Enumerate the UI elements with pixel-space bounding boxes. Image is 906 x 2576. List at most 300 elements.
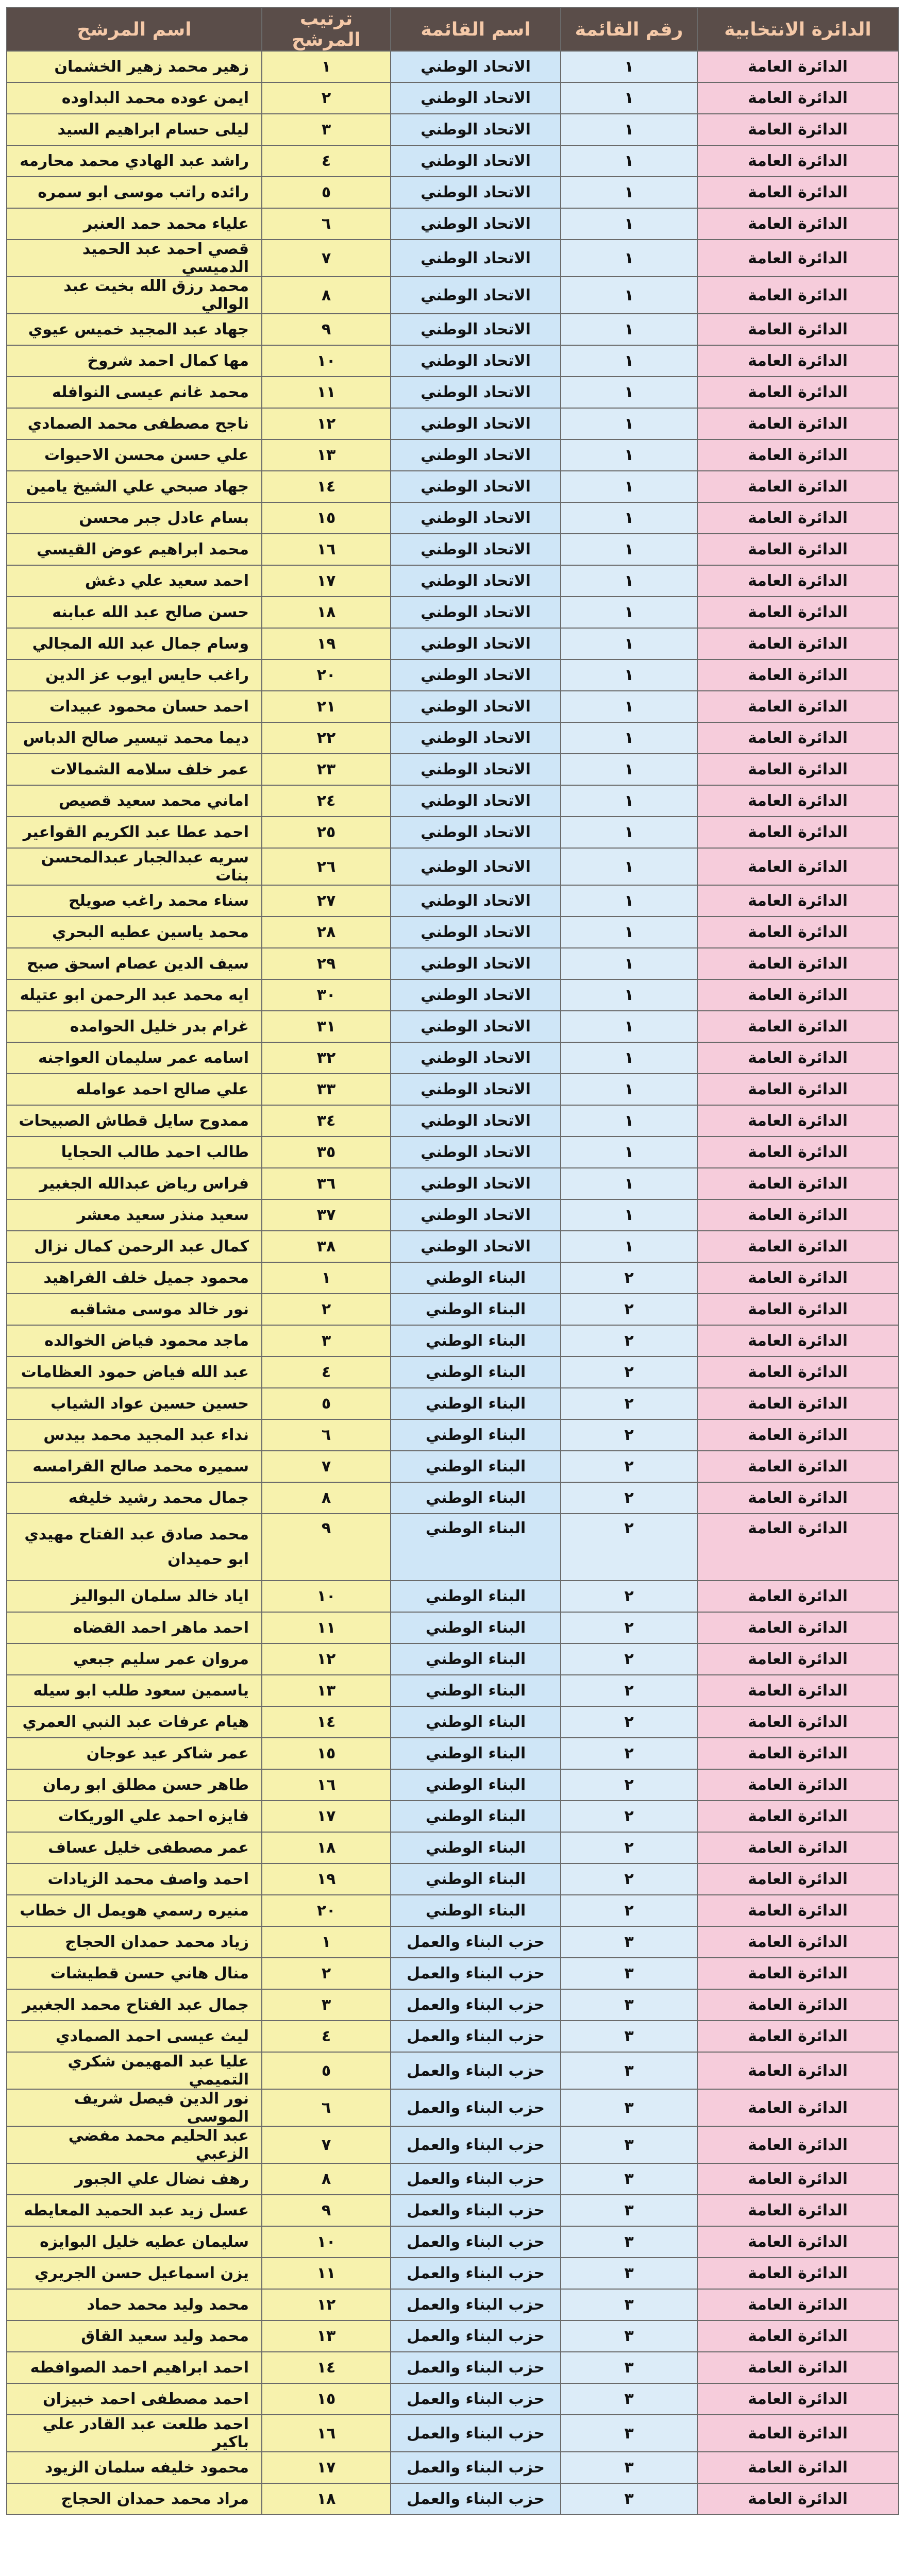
- cell-list-number: ١: [561, 277, 697, 314]
- cell-rank: ١٤: [262, 471, 391, 502]
- cell-candidate-name: سريه عبدالجبار عبدالمحسن بنات: [7, 848, 262, 885]
- cell-list-name: الاتحاد الوطني: [391, 439, 561, 471]
- cell-list-number: ٢: [561, 1581, 697, 1612]
- table-row: [7, 2226, 898, 2258]
- cell-list-number: ٢: [561, 1294, 697, 1325]
- table-row: [7, 1581, 898, 1612]
- cell-list-name: الاتحاد الوطني: [391, 628, 561, 659]
- cell-candidate-name: منال هاني حسن قطيشات: [7, 1958, 262, 1989]
- cell-candidate-name: عليا عبد المهيمن شكري التميمي: [7, 2052, 262, 2089]
- cell-candidate-name: ليلى حسام ابراهيم السيد: [7, 114, 262, 145]
- cell-rank: ١٤: [262, 2352, 391, 2383]
- cell-candidate-name: سعيد منذر سعيد معشر: [7, 1199, 262, 1231]
- table-row: [7, 1801, 898, 1832]
- cell-district: الدائرة العامة: [697, 1989, 898, 2021]
- cell-rank: ٣٢: [262, 1042, 391, 1074]
- cell-rank: ٢٠: [262, 659, 391, 691]
- cell-candidate-name: محمد وليد سعيد القاق: [7, 2320, 262, 2352]
- cell-list-name: البناء الوطني: [391, 1581, 561, 1612]
- cell-list-name: حزب البناء والعمل: [391, 2383, 561, 2415]
- cell-list-number: ٢: [561, 1482, 697, 1514]
- cell-candidate-name: جمال عبد الفتاح محمد الجغبير: [7, 1989, 262, 2021]
- cell-rank: ٤: [262, 145, 391, 177]
- cell-list-name: الاتحاد الوطني: [391, 1105, 561, 1137]
- cell-candidate-name: ايه محمد عبد الرحمن ابو عتيله: [7, 979, 262, 1011]
- cell-list-name: الاتحاد الوطني: [391, 377, 561, 408]
- cell-list-name: البناء الوطني: [391, 1738, 561, 1769]
- table-row: [7, 691, 898, 722]
- cell-district: الدائرة العامة: [697, 240, 898, 277]
- table-row: [7, 502, 898, 534]
- table-row: [7, 1863, 898, 1895]
- table-row: [7, 2258, 898, 2289]
- table-row: [7, 1958, 898, 1989]
- cell-rank: ١٧: [262, 2452, 391, 2483]
- cell-candidate-name: عسل زيد عبد الحميد المعايطه: [7, 2195, 262, 2226]
- cell-list-number: ٣: [561, 2052, 697, 2089]
- cell-rank: ١٩: [262, 628, 391, 659]
- cell-district: الدائرة العامة: [697, 2452, 898, 2483]
- cell-district: الدائرة العامة: [697, 948, 898, 979]
- table-row: [7, 1231, 898, 1262]
- cell-candidate-name: عبد الله فياض حمود العظامات: [7, 1357, 262, 1388]
- cell-list-name: البناء الوطني: [391, 1706, 561, 1738]
- cell-district: الدائرة العامة: [697, 177, 898, 208]
- table-row: [7, 848, 898, 885]
- cell-list-number: ١: [561, 785, 697, 817]
- cell-candidate-name: جهاد عبد المجيد خميس عيوي: [7, 314, 262, 345]
- cell-district: الدائرة العامة: [697, 817, 898, 848]
- cell-district: الدائرة العامة: [697, 1738, 898, 1769]
- table-row: [7, 240, 898, 277]
- cell-list-name: الاتحاد الوطني: [391, 785, 561, 817]
- cell-rank: ٢: [262, 1294, 391, 1325]
- cell-list-number: ٢: [561, 1832, 697, 1863]
- table-row: [7, 471, 898, 502]
- cell-rank: ٤: [262, 2021, 391, 2052]
- cell-district: الدائرة العامة: [697, 277, 898, 314]
- cell-candidate-name: سليمان عطيه خليل البوايزه: [7, 2226, 262, 2258]
- cell-list-number: ٣: [561, 2415, 697, 2452]
- cell-candidate-name: رهف نضال علي الجبور: [7, 2163, 262, 2195]
- cell-list-name: الاتحاد الوطني: [391, 408, 561, 439]
- cell-list-name: الاتحاد الوطني: [391, 177, 561, 208]
- table-row: [7, 2195, 898, 2226]
- table-row: [7, 1738, 898, 1769]
- cell-candidate-name: احمد واصف محمد الزيادات: [7, 1863, 262, 1895]
- cell-candidate-name: احمد ماهر احمد القضاه: [7, 1612, 262, 1643]
- cell-district: الدائرة العامة: [697, 1074, 898, 1105]
- table-row: [7, 1137, 898, 1168]
- cell-list-name: الاتحاد الوطني: [391, 659, 561, 691]
- cell-list-name: الاتحاد الوطني: [391, 1199, 561, 1231]
- cell-candidate-name: وسام جمال عبد الله المجالي: [7, 628, 262, 659]
- cell-rank: ٥: [262, 1388, 391, 1419]
- cell-list-name: الاتحاد الوطني: [391, 1042, 561, 1074]
- cell-candidate-name: ماجد محمود فياض الخوالده: [7, 1325, 262, 1357]
- cell-rank: ٧: [262, 2126, 391, 2163]
- cell-candidate-name: كمال عبد الرحمن كمال نزال: [7, 1231, 262, 1262]
- cell-candidate-name: قصي احمد عبد الحميد الدميسي: [7, 240, 262, 277]
- cell-candidate-name: ممدوح سايل قطاش الصبيحات: [7, 1105, 262, 1137]
- table-row: [7, 2383, 898, 2415]
- cell-candidate-name: احمد طلعت عبد القادر علي باكير: [7, 2415, 262, 2452]
- cell-list-number: ٣: [561, 2383, 697, 2415]
- cell-district: الدائرة العامة: [697, 1482, 898, 1514]
- cell-list-name: حزب البناء والعمل: [391, 2195, 561, 2226]
- cell-district: الدائرة العامة: [697, 502, 898, 534]
- cell-list-number: ٣: [561, 2089, 697, 2126]
- cell-list-name: البناء الوطني: [391, 1482, 561, 1514]
- cell-district: الدائرة العامة: [697, 82, 898, 114]
- table-row: [7, 785, 898, 817]
- cell-list-number: ٢: [561, 1388, 697, 1419]
- cell-list-number: ١: [561, 691, 697, 722]
- cell-list-number: ٢: [561, 1801, 697, 1832]
- cell-rank: ٢٩: [262, 948, 391, 979]
- cell-list-number: ٣: [561, 2126, 697, 2163]
- cell-rank: ٥: [262, 2052, 391, 2089]
- cell-list-name: حزب البناء والعمل: [391, 2052, 561, 2089]
- cell-rank: ٢: [262, 1958, 391, 1989]
- table-row: [7, 534, 898, 565]
- cell-rank: ٦: [262, 208, 391, 240]
- table-row: [7, 345, 898, 377]
- cell-list-number: ٢: [561, 1419, 697, 1451]
- table-row: [7, 1199, 898, 1231]
- cell-list-number: ١: [561, 1231, 697, 1262]
- cell-list-name: الاتحاد الوطني: [391, 948, 561, 979]
- cell-list-number: ١: [561, 1042, 697, 1074]
- table-row: [7, 1832, 898, 1863]
- table-row: [7, 1357, 898, 1388]
- cell-district: الدائرة العامة: [697, 885, 898, 917]
- cell-list-number: ١: [561, 534, 697, 565]
- cell-list-number: ١: [561, 145, 697, 177]
- table-row: [7, 1011, 898, 1042]
- cell-list-number: ٢: [561, 1357, 697, 1388]
- cell-list-name: البناء الوطني: [391, 1675, 561, 1706]
- table-row: [7, 2052, 898, 2089]
- cell-district: الدائرة العامة: [697, 471, 898, 502]
- cell-rank: ١٥: [262, 1738, 391, 1769]
- cell-district: الدائرة العامة: [697, 2383, 898, 2415]
- cell-district: الدائرة العامة: [697, 1958, 898, 1989]
- table-row: [7, 51, 898, 82]
- table-row: [7, 2415, 898, 2452]
- cell-list-name: حزب البناء والعمل: [391, 2415, 561, 2452]
- cell-list-name: الاتحاد الوطني: [391, 82, 561, 114]
- cell-rank: ١٨: [262, 597, 391, 628]
- header-list-number: رقم القائمة: [561, 8, 697, 51]
- cell-rank: ٢٣: [262, 754, 391, 785]
- cell-list-name: الاتحاد الوطني: [391, 240, 561, 277]
- cell-district: الدائرة العامة: [697, 1105, 898, 1137]
- cell-candidate-name: محمد ابراهيم عوض القيسي: [7, 534, 262, 565]
- cell-list-name: حزب البناء والعمل: [391, 2163, 561, 2195]
- cell-rank: ٢٠: [262, 1895, 391, 1926]
- header-district: الدائرة الانتخابية: [697, 8, 898, 51]
- cell-candidate-name: بسام عادل جبر محسن: [7, 502, 262, 534]
- cell-list-name: حزب البناء والعمل: [391, 2483, 561, 2515]
- table-row: [7, 659, 898, 691]
- cell-rank: ٣٠: [262, 979, 391, 1011]
- cell-district: الدائرة العامة: [697, 208, 898, 240]
- cell-list-name: الاتحاد الوطني: [391, 885, 561, 917]
- cell-list-name: البناء الوطني: [391, 1325, 561, 1357]
- cell-rank: ١٢: [262, 408, 391, 439]
- cell-candidate-name: منيره رسمي هويمل ال خطاب: [7, 1895, 262, 1926]
- cell-district: الدائرة العامة: [697, 1011, 898, 1042]
- cell-list-name: الاتحاد الوطني: [391, 754, 561, 785]
- table-header: [7, 8, 898, 51]
- cell-list-number: ٣: [561, 2021, 697, 2052]
- cell-rank: ٣٣: [262, 1074, 391, 1105]
- cell-list-name: حزب البناء والعمل: [391, 2452, 561, 2483]
- cell-candidate-name: رائده راتب موسى ابو سمره: [7, 177, 262, 208]
- cell-rank: ١: [262, 51, 391, 82]
- cell-district: الدائرة العامة: [697, 2258, 898, 2289]
- cell-candidate-name: جمال محمد رشيد خليفه: [7, 1482, 262, 1514]
- cell-list-number: ٢: [561, 1262, 697, 1294]
- cell-rank: ٩: [262, 1514, 391, 1581]
- header-row: [7, 8, 898, 51]
- cell-list-number: ٣: [561, 1926, 697, 1958]
- cell-list-name: البناء الوطني: [391, 1294, 561, 1325]
- cell-list-name: الاتحاد الوطني: [391, 1231, 561, 1262]
- cell-district: الدائرة العامة: [697, 439, 898, 471]
- cell-list-name: الاتحاد الوطني: [391, 345, 561, 377]
- cell-list-number: ٢: [561, 1612, 697, 1643]
- cell-district: الدائرة العامة: [697, 1419, 898, 1451]
- cell-district: الدائرة العامة: [697, 1168, 898, 1199]
- cell-list-name: حزب البناء والعمل: [391, 2320, 561, 2352]
- cell-district: الدائرة العامة: [697, 2163, 898, 2195]
- cell-list-name: الاتحاد الوطني: [391, 314, 561, 345]
- table-row: [7, 1042, 898, 1074]
- cell-list-number: ٣: [561, 2452, 697, 2483]
- table-row: [7, 1262, 898, 1294]
- cell-district: الدائرة العامة: [697, 2195, 898, 2226]
- cell-list-name: البناء الوطني: [391, 1801, 561, 1832]
- cell-candidate-name: محمد ياسين عطيه البحري: [7, 917, 262, 948]
- cell-candidate-name: مراد محمد حمدان الحجاج: [7, 2483, 262, 2515]
- header-candidate: اسم المرشح: [7, 8, 262, 51]
- cell-list-name: حزب البناء والعمل: [391, 2258, 561, 2289]
- cell-candidate-name: علي صالح احمد عوامله: [7, 1074, 262, 1105]
- cell-candidate-name: راشد عبد الهادي محمد محارمه: [7, 145, 262, 177]
- cell-rank: ٢: [262, 82, 391, 114]
- cell-district: الدائرة العامة: [697, 51, 898, 82]
- cell-list-number: ١: [561, 377, 697, 408]
- cell-list-name: حزب البناء والعمل: [391, 2289, 561, 2320]
- cell-list-name: الاتحاد الوطني: [391, 1011, 561, 1042]
- cell-district: الدائرة العامة: [697, 722, 898, 754]
- cell-candidate-name: عمر شاكر عيد عوجان: [7, 1738, 262, 1769]
- cell-rank: ١٨: [262, 1832, 391, 1863]
- cell-rank: ١٠: [262, 1581, 391, 1612]
- cell-list-number: ١: [561, 1168, 697, 1199]
- cell-list-name: الاتحاد الوطني: [391, 691, 561, 722]
- cell-rank: ١: [262, 1926, 391, 1958]
- cell-candidate-name: ناجح مصطفى محمد الصمادي: [7, 408, 262, 439]
- cell-district: الدائرة العامة: [697, 1294, 898, 1325]
- cell-district: الدائرة العامة: [697, 2021, 898, 2052]
- cell-district: الدائرة العامة: [697, 114, 898, 145]
- cell-candidate-name: طالب احمد طالب الحجايا: [7, 1137, 262, 1168]
- cell-list-name: حزب البناء والعمل: [391, 2021, 561, 2052]
- table-row: [7, 1482, 898, 1514]
- cell-list-number: ١: [561, 177, 697, 208]
- table-row: [7, 377, 898, 408]
- table-row: [7, 917, 898, 948]
- cell-district: الدائرة العامة: [697, 1325, 898, 1357]
- table-row: [7, 885, 898, 917]
- cell-district: الدائرة العامة: [697, 1262, 898, 1294]
- cell-candidate-name: اسامه عمر سليمان العواجنه: [7, 1042, 262, 1074]
- cell-district: الدائرة العامة: [697, 2352, 898, 2383]
- table-row: [7, 1643, 898, 1675]
- cell-list-number: ١: [561, 502, 697, 534]
- table-row: [7, 722, 898, 754]
- cell-list-number: ١: [561, 1199, 697, 1231]
- cell-list-number: ١: [561, 82, 697, 114]
- table-row: [7, 208, 898, 240]
- table-row: [7, 2021, 898, 2052]
- cell-list-number: ٣: [561, 2258, 697, 2289]
- cell-rank: ١١: [262, 377, 391, 408]
- cell-district: الدائرة العامة: [697, 754, 898, 785]
- cell-rank: ٤: [262, 1357, 391, 1388]
- cell-list-name: الاتحاد الوطني: [391, 917, 561, 948]
- cell-list-number: ٢: [561, 1895, 697, 1926]
- cell-district: الدائرة العامة: [697, 534, 898, 565]
- cell-rank: ١١: [262, 1612, 391, 1643]
- cell-district: الدائرة العامة: [697, 1832, 898, 1863]
- cell-list-number: ١: [561, 848, 697, 885]
- cell-rank: ١٢: [262, 2289, 391, 2320]
- cell-list-number: ٢: [561, 1706, 697, 1738]
- cell-district: الدائرة العامة: [697, 1801, 898, 1832]
- cell-candidate-name: عمر خلف سلامه الشمالات: [7, 754, 262, 785]
- cell-district: الدائرة العامة: [697, 1388, 898, 1419]
- cell-candidate-name: مها كمال احمد شروخ: [7, 345, 262, 377]
- cell-district: الدائرة العامة: [697, 1863, 898, 1895]
- cell-list-number: ٢: [561, 1451, 697, 1482]
- cell-rank: ١٠: [262, 345, 391, 377]
- cell-rank: ٥: [262, 177, 391, 208]
- cell-list-name: الاتحاد الوطني: [391, 208, 561, 240]
- table-row: [7, 1168, 898, 1199]
- table-row: [7, 277, 898, 314]
- cell-candidate-name: نور الدين فيصل شريف الموسى: [7, 2089, 262, 2126]
- cell-candidate-name: محمد غانم عيسى النوافله: [7, 377, 262, 408]
- cell-rank: ١٨: [262, 2483, 391, 2515]
- cell-list-name: الاتحاد الوطني: [391, 1168, 561, 1199]
- table-row: [7, 2289, 898, 2320]
- table-row: [7, 628, 898, 659]
- cell-list-name: الاتحاد الوطني: [391, 114, 561, 145]
- cell-list-number: ١: [561, 471, 697, 502]
- cell-candidate-name: حسين حسين عواد الشياب: [7, 1388, 262, 1419]
- cell-list-name: الاتحاد الوطني: [391, 1074, 561, 1105]
- cell-rank: ٣: [262, 1989, 391, 2021]
- cell-list-number: ٢: [561, 1325, 697, 1357]
- cell-district: الدائرة العامة: [697, 659, 898, 691]
- cell-district: الدائرة العامة: [697, 1643, 898, 1675]
- cell-candidate-name: محمد رزق الله بخيت عبد الوالي: [7, 277, 262, 314]
- cell-candidate-name: يزن اسماعيل حسن الجريري: [7, 2258, 262, 2289]
- cell-candidate-name: سيف الدين عصام اسحق صبح: [7, 948, 262, 979]
- cell-list-number: ١: [561, 722, 697, 754]
- cell-list-name: الاتحاد الوطني: [391, 471, 561, 502]
- cell-candidate-name: احمد حسان محمود عبيدات: [7, 691, 262, 722]
- cell-list-name: البناء الوطني: [391, 1863, 561, 1895]
- cell-list-number: ٣: [561, 2320, 697, 2352]
- cell-list-number: ٣: [561, 1989, 697, 2021]
- cell-district: الدائرة العامة: [697, 1675, 898, 1706]
- table-body: [7, 51, 898, 2515]
- cell-rank: ١٣: [262, 1675, 391, 1706]
- cell-rank: ٣: [262, 114, 391, 145]
- table-row: [7, 2089, 898, 2126]
- cell-list-number: ١: [561, 817, 697, 848]
- cell-list-number: ١: [561, 1137, 697, 1168]
- cell-rank: ٣٥: [262, 1137, 391, 1168]
- cell-list-number: ١: [561, 51, 697, 82]
- cell-candidate-name: محمد وليد محمد حماد: [7, 2289, 262, 2320]
- table-row: [7, 1612, 898, 1643]
- candidates-table-container: [7, 7, 899, 2515]
- cell-list-name: الاتحاد الوطني: [391, 722, 561, 754]
- table-row: [7, 979, 898, 1011]
- cell-list-name: البناء الوطني: [391, 1769, 561, 1801]
- cell-list-number: ٢: [561, 1863, 697, 1895]
- cell-rank: ٢١: [262, 691, 391, 722]
- cell-list-number: ١: [561, 114, 697, 145]
- table-row: [7, 2163, 898, 2195]
- cell-rank: ٣٤: [262, 1105, 391, 1137]
- cell-candidate-name: ايمن عوده محمد البداوده: [7, 82, 262, 114]
- cell-rank: ٣٧: [262, 1199, 391, 1231]
- cell-candidate-name: غرام بدر خليل الحوامده: [7, 1011, 262, 1042]
- table-row: [7, 114, 898, 145]
- table-row: [7, 1388, 898, 1419]
- cell-candidate-name: هيام عرفات عبد النبي العمري: [7, 1706, 262, 1738]
- cell-district: الدائرة العامة: [697, 2089, 898, 2126]
- cell-district: الدائرة العامة: [697, 145, 898, 177]
- cell-list-name: الاتحاد الوطني: [391, 502, 561, 534]
- table-row: [7, 2126, 898, 2163]
- cell-rank: ١٣: [262, 2320, 391, 2352]
- cell-candidate-name: ليث عيسى احمد الصمادي: [7, 2021, 262, 2052]
- cell-candidate-name: سناء محمد راغب صويلح: [7, 885, 262, 917]
- cell-candidate-name: سميره محمد صالح القرامسه: [7, 1451, 262, 1482]
- cell-list-number: ٣: [561, 2483, 697, 2515]
- table-row: [7, 1294, 898, 1325]
- table-row: [7, 1105, 898, 1137]
- cell-rank: ٦: [262, 1419, 391, 1451]
- cell-list-name: البناء الوطني: [391, 1451, 561, 1482]
- cell-list-name: البناء الوطني: [391, 1388, 561, 1419]
- cell-candidate-name: راغب حايس ايوب عز الدين: [7, 659, 262, 691]
- cell-candidate-name: احمد ابراهيم احمد الصوافطه: [7, 2352, 262, 2383]
- cell-list-number: ١: [561, 659, 697, 691]
- cell-list-number: ١: [561, 565, 697, 597]
- cell-list-name: الاتحاد الوطني: [391, 848, 561, 885]
- table-row: [7, 1325, 898, 1357]
- cell-list-name: حزب البناء والعمل: [391, 1989, 561, 2021]
